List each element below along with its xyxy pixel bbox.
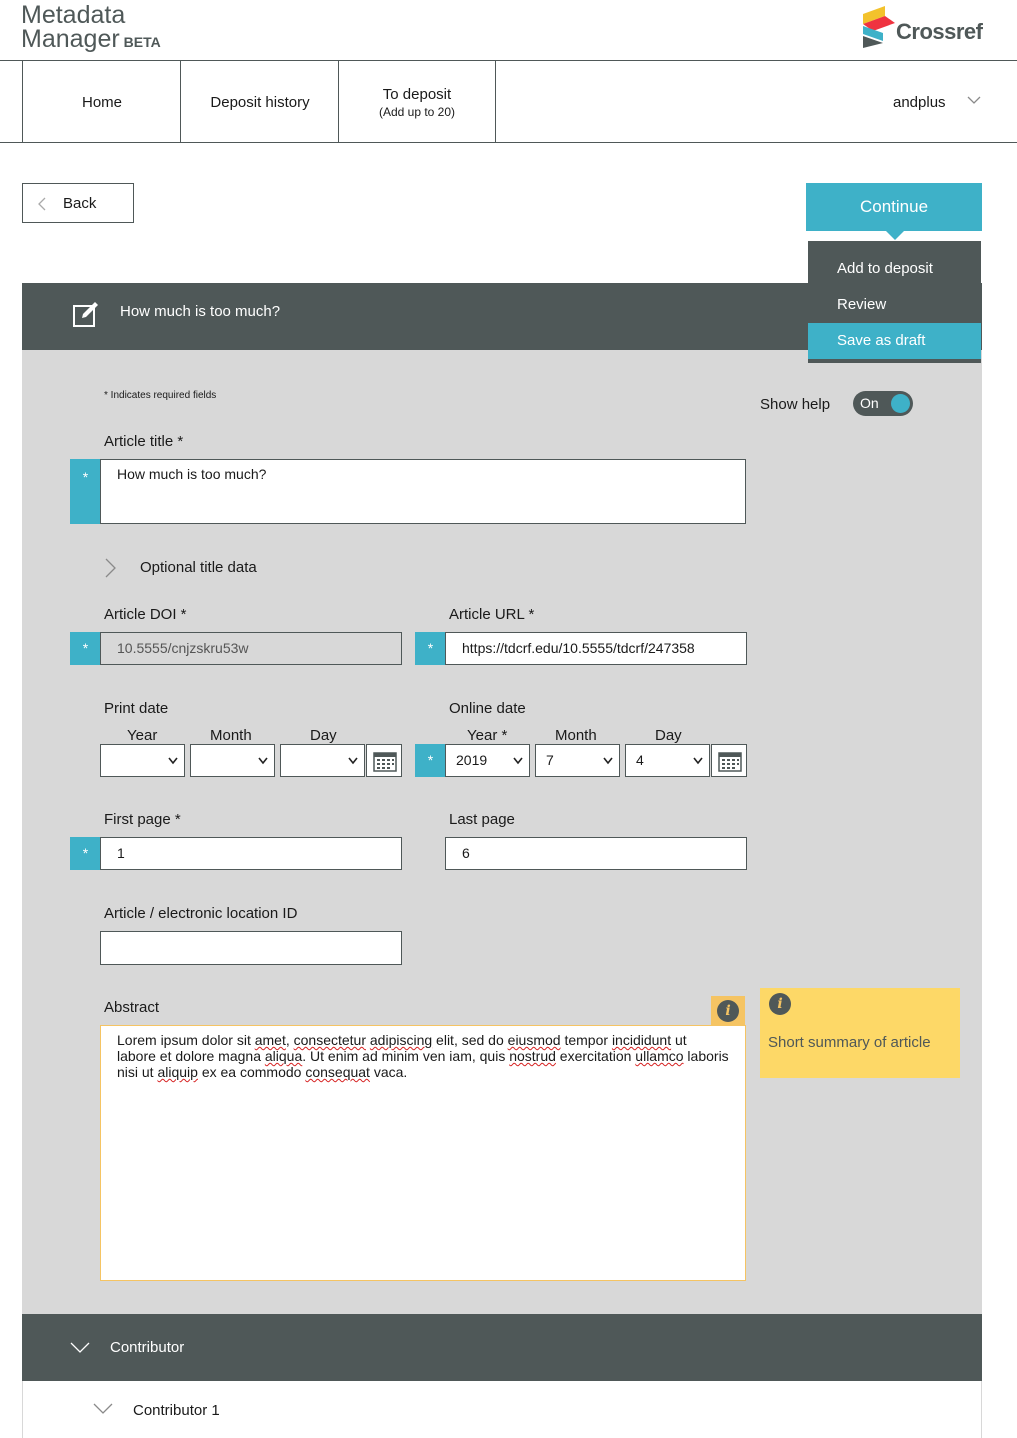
contributor-list <box>22 1381 982 1438</box>
menu-item-add-to-deposit[interactable]: Add to deposit <box>837 260 933 277</box>
show-help-toggle[interactable] <box>853 391 913 416</box>
nav-tab-sublabel: (Add up to 20) <box>378 104 456 119</box>
online-day-label: Day <box>655 727 682 744</box>
print-year-label: Year <box>127 727 158 744</box>
calendar-glyph <box>373 750 397 772</box>
nav-tab-label: Deposit history <box>210 93 310 111</box>
continue-button[interactable]: Continue <box>806 183 982 231</box>
chevron-down-icon <box>168 757 178 765</box>
last-page-label: Last page <box>449 811 515 828</box>
required-note: * Indicates required fields <box>104 390 217 401</box>
menu-item-review[interactable]: Review <box>837 296 887 313</box>
chevron-down-icon <box>513 757 523 765</box>
user-menu[interactable]: andplus <box>893 94 946 111</box>
edit-icon <box>72 300 100 328</box>
app-title-line1: Metadata <box>21 1 126 29</box>
calendar-glyph <box>718 750 742 772</box>
print-month-label: Month <box>210 727 252 744</box>
nav-tab-home[interactable] <box>22 61 181 143</box>
location-id-input[interactable] <box>100 931 402 965</box>
beta-badge: BETA <box>123 34 161 50</box>
contributor-section-header[interactable] <box>22 1314 982 1381</box>
doi-input: 10.5555/cnjzskru53w <box>100 632 402 665</box>
abstract-info-badge[interactable] <box>711 996 745 1026</box>
article-title-label: Article title * <box>104 433 184 450</box>
url-label: Article URL * <box>449 606 535 623</box>
show-help-label: Show help <box>760 396 831 413</box>
online-month-label: Month <box>555 727 597 744</box>
required-marker: * <box>415 632 446 665</box>
continue-dropdown <box>808 241 981 363</box>
abstract-textarea[interactable]: Lorem ipsum dolor sit amet, consectetur adipiscing elit, sed do eiusmod tempor incididunt ut labore et dolore magna aliqua. Ut enim ad minim ven iam, quis nostrud exercitation ullamco laboris nisi ut aliquip ex ea commodo consequat vaca. <box>100 1025 746 1281</box>
print-date-label: Print date <box>104 700 169 717</box>
required-marker: * <box>70 837 101 870</box>
doi-label: Article DOI * <box>104 606 187 623</box>
online-month-value: 7 <box>546 752 554 768</box>
online-date-label: Online date <box>449 700 526 717</box>
nav-tab-to-deposit[interactable] <box>338 61 496 143</box>
chevron-down-icon <box>693 757 703 765</box>
first-page-label: First page * <box>104 811 181 828</box>
top-nav <box>0 60 1017 143</box>
contributor-section-title: Contributor <box>110 1339 185 1356</box>
print-day-label: Day <box>310 727 337 744</box>
optional-title-toggle[interactable]: Optional title data <box>140 559 257 576</box>
app-title-line2 <box>21 26 161 55</box>
required-marker: * <box>415 744 446 777</box>
abstract-help-box <box>760 988 960 1078</box>
nav-tab-label: To deposit <box>382 85 452 103</box>
online-year-select[interactable] <box>445 744 530 777</box>
online-month-select[interactable] <box>535 744 620 777</box>
app-title-manager: Manager <box>21 25 120 53</box>
calendar-icon[interactable] <box>366 744 402 777</box>
chevron-down-icon[interactable] <box>967 95 981 105</box>
online-year-value: 2019 <box>456 752 488 768</box>
url-input[interactable]: https://tdcrf.edu/10.5555/tdcrf/247358 <box>445 632 747 665</box>
online-year-label: Year * <box>467 727 508 744</box>
chevron-left-icon <box>37 197 47 211</box>
chevron-down-icon <box>70 1342 90 1354</box>
online-day-select[interactable] <box>625 744 710 777</box>
chevron-down-icon[interactable] <box>93 1403 113 1415</box>
crossref-logo-icon <box>861 6 897 48</box>
contributor-1-title[interactable]: Contributor 1 <box>133 1402 220 1419</box>
chevron-down-icon <box>603 757 613 765</box>
article-title-input[interactable]: How much is too much? <box>100 459 746 524</box>
first-page-input[interactable]: 1 <box>100 837 402 870</box>
required-marker: * <box>70 632 101 665</box>
chevron-down-icon <box>258 757 268 765</box>
card-title: How much is too much? <box>120 303 281 320</box>
info-icon: i <box>769 993 791 1015</box>
location-id-label: Article / electronic location ID <box>104 905 298 922</box>
abstract-help-text: Short summary of article <box>768 1034 931 1051</box>
toggle-state: On <box>860 395 879 411</box>
online-day-value: 4 <box>636 752 644 768</box>
back-label: Back <box>63 195 97 212</box>
abstract-label: Abstract <box>104 999 160 1016</box>
nav-tab-label: Home <box>81 93 122 111</box>
print-month-select[interactable] <box>190 744 275 777</box>
chevron-down-icon <box>348 757 358 765</box>
calendar-icon[interactable] <box>711 744 747 777</box>
menu-item-save-as-draft[interactable]: Save as draft <box>808 323 981 359</box>
required-marker: * <box>70 459 101 524</box>
crossref-brand: Crossref <box>896 19 983 44</box>
nav-tab-deposit-history[interactable] <box>180 61 339 143</box>
print-day-select[interactable] <box>280 744 365 777</box>
back-button[interactable] <box>22 183 134 223</box>
print-year-select[interactable] <box>100 744 185 777</box>
toggle-knob <box>891 394 910 413</box>
last-page-input[interactable]: 6 <box>445 837 747 870</box>
chevron-right-icon[interactable] <box>103 557 117 579</box>
info-icon: i <box>717 1000 739 1022</box>
menu-caret <box>886 231 904 240</box>
